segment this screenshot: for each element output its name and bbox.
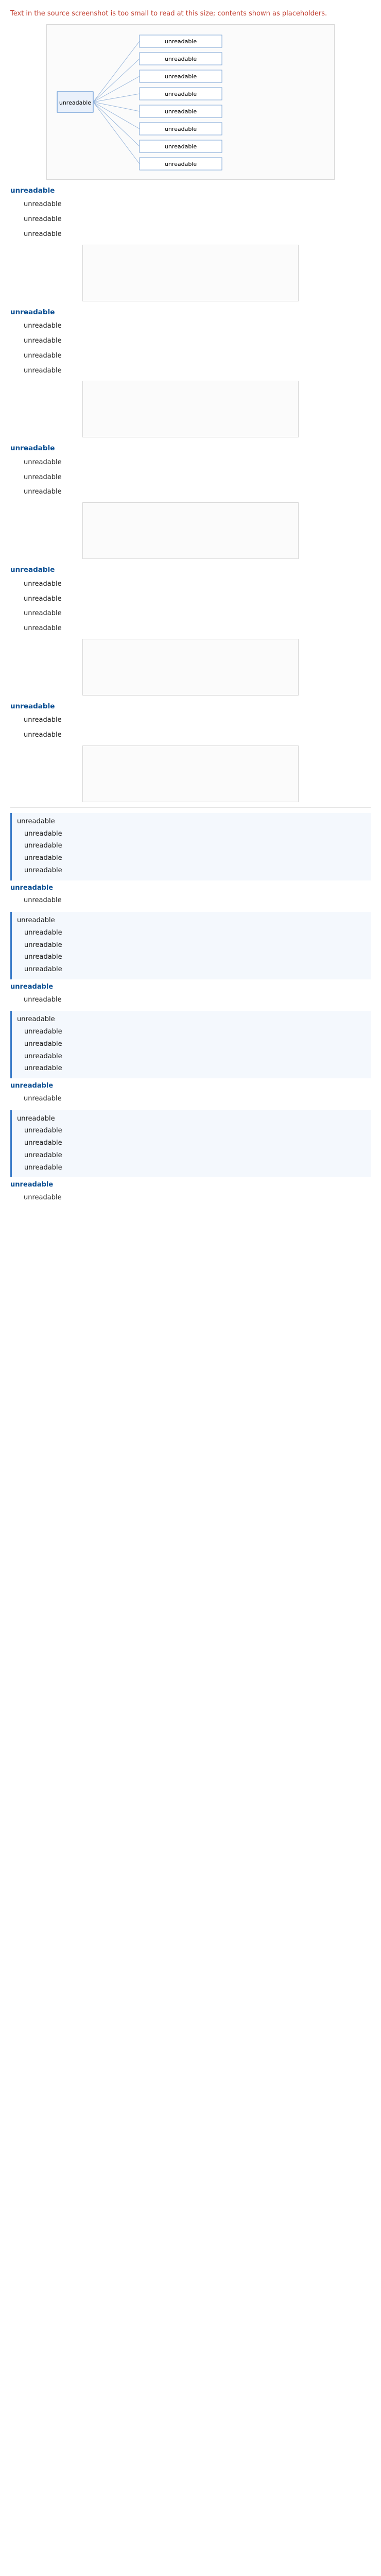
answer: unreadable xyxy=(10,982,54,991)
paragraph: unreadable xyxy=(24,366,62,375)
mindmap-connector xyxy=(93,41,140,102)
paragraph: unreadable xyxy=(24,595,62,603)
mindmap-svg xyxy=(47,25,334,179)
question-option: unreadable xyxy=(24,1139,62,1147)
paragraph: unreadable xyxy=(24,351,62,360)
section-title: unreadable xyxy=(10,308,55,316)
paragraph: unreadable xyxy=(24,458,62,466)
question-option: unreadable xyxy=(24,1040,62,1048)
section-title: unreadable xyxy=(10,186,55,195)
mindmap-node: unreadable xyxy=(164,73,197,80)
mindmap-connector xyxy=(93,102,140,111)
mindmap-node: unreadable xyxy=(164,143,197,150)
analysis: unreadable xyxy=(24,1094,62,1103)
question-stem: unreadable xyxy=(17,817,55,825)
paragraph: unreadable xyxy=(24,488,62,496)
analysis: unreadable xyxy=(24,1194,62,1202)
paragraph: unreadable xyxy=(24,473,62,481)
unreadable-notice: Text in the source screenshot is too small to read at this size; contents shown as placeholders. xyxy=(10,10,327,18)
mindmap-node: unreadable xyxy=(164,108,197,115)
sections-container xyxy=(10,185,371,802)
question-option: unreadable xyxy=(24,941,62,949)
section-title: unreadable xyxy=(10,444,55,453)
illustration-figure xyxy=(82,381,299,437)
question-option: unreadable xyxy=(24,854,62,862)
answer: unreadable xyxy=(10,1181,54,1189)
mindmap-root: unreadable xyxy=(59,99,92,106)
mindmap-node: unreadable xyxy=(164,55,197,62)
illustration-figure xyxy=(82,245,299,301)
illustration-figure xyxy=(82,745,299,802)
paragraph: unreadable xyxy=(24,337,62,345)
question-option: unreadable xyxy=(24,1163,62,1172)
question-option: unreadable xyxy=(24,928,62,937)
question-option: unreadable xyxy=(24,1064,62,1073)
analysis: unreadable xyxy=(24,896,62,905)
mindmap-connector xyxy=(93,102,140,146)
mindmap-connector xyxy=(93,102,140,164)
questions-container xyxy=(10,813,371,1204)
question-block xyxy=(10,813,371,880)
paragraph: unreadable xyxy=(24,609,62,618)
mindmap-node: unreadable xyxy=(164,38,197,45)
section-title: unreadable xyxy=(10,702,55,710)
mindmap-connector xyxy=(93,102,140,129)
question-block xyxy=(10,912,371,979)
paragraph: unreadable xyxy=(24,230,62,238)
paragraph: unreadable xyxy=(24,322,62,330)
question-stem: unreadable xyxy=(17,1015,55,1024)
illustration-figure xyxy=(82,502,299,559)
question-option: unreadable xyxy=(24,829,62,838)
paragraph: unreadable xyxy=(24,716,62,724)
paragraph: unreadable xyxy=(24,624,62,632)
question-option: unreadable xyxy=(24,842,62,850)
question-option: unreadable xyxy=(24,1127,62,1135)
mindmap-figure xyxy=(46,24,335,180)
mindmap-node: unreadable xyxy=(164,90,197,97)
question-option: unreadable xyxy=(24,953,62,961)
mindmap-node: unreadable xyxy=(164,125,197,132)
divider xyxy=(10,807,371,808)
question-option: unreadable xyxy=(24,965,62,974)
paragraph: unreadable xyxy=(24,731,62,739)
question-stem: unreadable xyxy=(17,917,55,925)
illustration-figure xyxy=(82,639,299,696)
question-option: unreadable xyxy=(24,1052,62,1060)
question-stem: unreadable xyxy=(17,1114,55,1123)
section-title: unreadable xyxy=(10,566,55,574)
question-option: unreadable xyxy=(24,1151,62,1159)
answer: unreadable xyxy=(10,1082,54,1090)
mindmap-node: unreadable xyxy=(164,160,197,167)
question-option: unreadable xyxy=(24,866,62,874)
question-block xyxy=(10,1011,371,1078)
document-page xyxy=(0,0,381,1221)
question-option: unreadable xyxy=(24,1028,62,1036)
question-block xyxy=(10,1110,371,1178)
answer: unreadable xyxy=(10,884,54,892)
analysis: unreadable xyxy=(24,995,62,1004)
paragraph: unreadable xyxy=(24,580,62,588)
paragraph: unreadable xyxy=(24,200,62,209)
paragraph: unreadable xyxy=(24,215,62,224)
